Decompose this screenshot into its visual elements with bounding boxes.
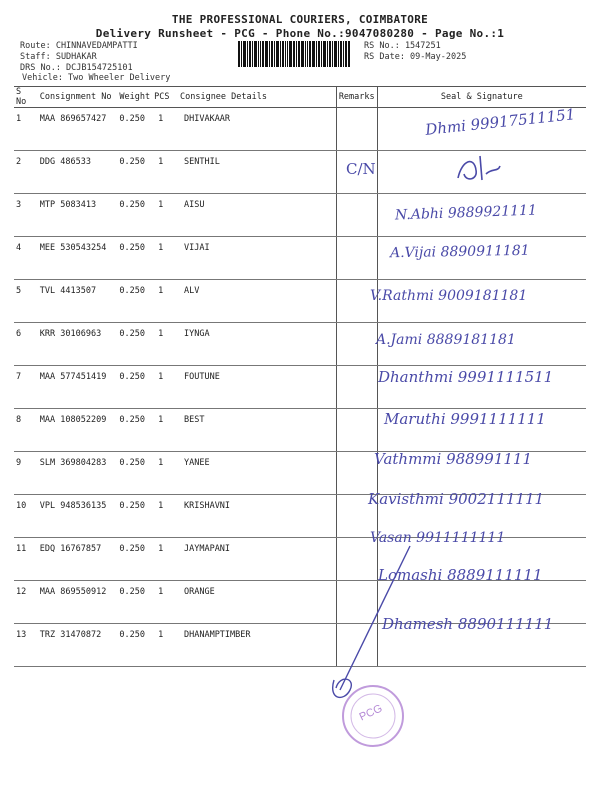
pcs-cell: 1 [152, 495, 178, 538]
weight-cell: 0.250 [117, 151, 152, 194]
col-pcs-header: PCS [152, 87, 178, 108]
remarks-cell [336, 237, 377, 280]
sno-cell: 4 [14, 237, 38, 280]
weight-cell: 0.250 [117, 624, 152, 667]
consignee-cell: YANEE [178, 452, 336, 495]
consignment-cell: DDG 486533 [38, 151, 118, 194]
consignee-cell: ALV [178, 280, 336, 323]
pcs-cell: 1 [152, 280, 178, 323]
sno-cell: 13 [14, 624, 38, 667]
sno-cell: 5 [14, 280, 38, 323]
pcs-cell: 1 [152, 452, 178, 495]
consignee-cell: DHANAMPTIMBER [178, 624, 336, 667]
consignment-cell: VPL 948536135 [38, 495, 118, 538]
weight-cell: 0.250 [117, 366, 152, 409]
consignment-cell: EDQ 16767857 [38, 538, 118, 581]
signature-handwriting: Dhanthmi 9991111511 [378, 368, 554, 386]
pcs-cell: 1 [152, 194, 178, 237]
weight-cell: 0.250 [117, 581, 152, 624]
consignment-cell: MAA 869657427 [38, 108, 118, 151]
sno-cell: 1 [14, 108, 38, 151]
consignee-cell: AISU [178, 194, 336, 237]
weight-cell: 0.250 [117, 538, 152, 581]
consignment-cell: MTP 5083413 [38, 194, 118, 237]
vehicle-label: Vehicle: Two Wheeler Delivery [22, 73, 171, 83]
consignee-cell: JAYMAPANI [178, 538, 336, 581]
sno-cell: 10 [14, 495, 38, 538]
col-remarks-header: Remarks [336, 87, 377, 108]
col-consignee-header: Consignee Details [178, 87, 336, 108]
route-label: Route: CHINNAVEDAMPATTI [20, 41, 138, 51]
sno-cell: 12 [14, 581, 38, 624]
sno-cell: 9 [14, 452, 38, 495]
pcs-cell: 1 [152, 624, 178, 667]
rs-date: RS Date: 09-May-2025 [364, 52, 467, 62]
remarks-cell [336, 452, 377, 495]
col-sno-header: S No [14, 87, 38, 108]
rs-number: RS No.: 1547251 [364, 41, 441, 51]
pcs-cell: 1 [152, 237, 178, 280]
barcode-image [238, 41, 350, 67]
signature-handwriting: Vasan 9911111111 [370, 530, 506, 546]
sno-cell: 2 [14, 151, 38, 194]
sno-cell: 7 [14, 366, 38, 409]
consignment-cell: TVL 4413507 [38, 280, 118, 323]
weight-cell: 0.250 [117, 194, 152, 237]
signature-handwriting: A.Jami 8889181181 [376, 332, 516, 348]
remarks-cell [336, 194, 377, 237]
pcs-cell: 1 [152, 538, 178, 581]
pcs-cell: 1 [152, 581, 178, 624]
consignment-cell: TRZ 31470872 [38, 624, 118, 667]
runsheet-title: Delivery Runsheet - PCG - Phone No.:9047080280 - Page No.:1 [95, 27, 505, 40]
signature-handwriting: Vathmmi 988991111 [374, 450, 532, 468]
signature-handwriting: A.Vijai 8890911181 [389, 242, 530, 262]
signature-handwriting: Lomashi 8889111111 [378, 566, 543, 584]
weight-cell: 0.250 [117, 108, 152, 151]
signature-scribble [452, 150, 502, 186]
pcs-cell: 1 [152, 366, 178, 409]
signature-handwriting: Kavisthmi 9002111111 [368, 490, 545, 508]
sno-cell: 6 [14, 323, 38, 366]
consignee-cell: KRISHAVNI [178, 495, 336, 538]
weight-cell: 0.250 [117, 409, 152, 452]
stamp-text: PCG [357, 702, 385, 724]
stamp-seal [335, 678, 415, 758]
weight-cell: 0.250 [117, 495, 152, 538]
staff-label: Staff: SUDHAKAR [20, 52, 97, 62]
remarks-cell [336, 323, 377, 366]
signature-handwriting: N.Abhi 9889921111 [394, 202, 538, 224]
consignment-cell: MAA 108052209 [38, 409, 118, 452]
consignee-cell: FOUTUNE [178, 366, 336, 409]
signature-handwriting: Dhamesh 8890111111 [382, 615, 554, 633]
signature-handwriting: Maruthi 9991111111 [384, 410, 546, 428]
pcs-cell: 1 [152, 151, 178, 194]
col-consignment-header: Consignment No [38, 87, 118, 108]
weight-cell: 0.250 [117, 280, 152, 323]
consignment-cell: MAA 869550912 [38, 581, 118, 624]
consignment-cell: MAA 577451419 [38, 366, 118, 409]
consignee-cell: SENTHIL [178, 151, 336, 194]
consignment-cell: MEE 530543254 [38, 237, 118, 280]
consignee-cell: IYNGA [178, 323, 336, 366]
weight-cell: 0.250 [117, 237, 152, 280]
signature-handwriting: Dhmi 99917511151 [424, 105, 576, 139]
consignment-cell: SLM 369804283 [38, 452, 118, 495]
weight-cell: 0.250 [117, 323, 152, 366]
remarks-cell [336, 409, 377, 452]
company-name: THE PROFESSIONAL COURIERS, COIMBATORE [171, 13, 429, 26]
remark-handwriting: C/N [346, 160, 376, 178]
weight-cell: 0.250 [117, 452, 152, 495]
consignee-cell: ORANGE [178, 581, 336, 624]
pcs-cell: 1 [152, 323, 178, 366]
drs-number: DRS No.: DCJB154725101 [20, 63, 133, 73]
sno-cell: 8 [14, 409, 38, 452]
consignment-cell: KRR 30106963 [38, 323, 118, 366]
remarks-cell [336, 366, 377, 409]
pcs-cell: 1 [152, 108, 178, 151]
sno-cell: 3 [14, 194, 38, 237]
consignee-cell: VIJAI [178, 237, 336, 280]
consignee-cell: DHIVAKAAR [178, 108, 336, 151]
sno-cell: 11 [14, 538, 38, 581]
table-header-row [14, 87, 586, 108]
col-weight-header: Weight [117, 87, 152, 108]
consignee-cell: BEST [178, 409, 336, 452]
remarks-cell [336, 108, 377, 151]
col-signature-header: Seal & Signature [377, 87, 586, 108]
signature-handwriting: V.Rathmi 9009181181 [370, 288, 528, 304]
pcs-cell: 1 [152, 409, 178, 452]
